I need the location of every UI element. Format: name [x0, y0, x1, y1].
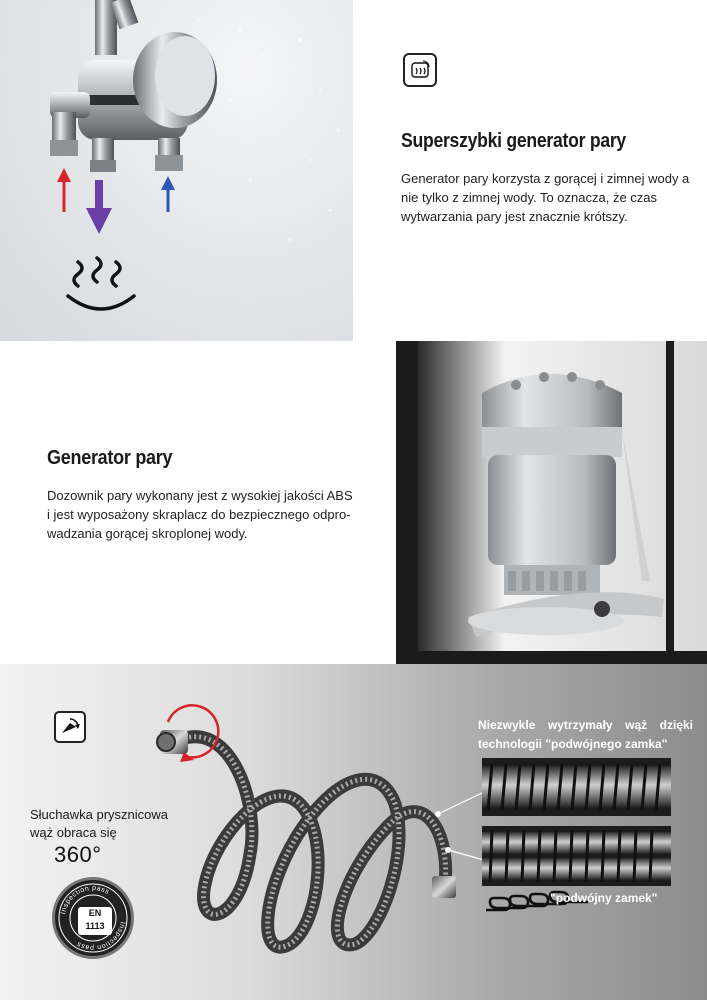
- double-lock-label: "podwójny zamek": [550, 891, 658, 905]
- badge-ring-text-2: Inspection pass: [75, 921, 126, 952]
- cold-water-arrow: [161, 176, 175, 212]
- steam-generator-title: Generator pary: [47, 447, 173, 469]
- badge-standard: [78, 907, 112, 935]
- hose-durability-title: Niezwykle wytrzymały wąż dzięki technologii "podwójnego zamka": [478, 718, 693, 751]
- steam-outlet-arrow: [86, 180, 112, 234]
- steam-icon: [403, 53, 437, 87]
- handset-rotation-label: Słuchawka prysznicowa wąż obraca się: [30, 807, 169, 840]
- badge-standard-line2: 1113: [85, 921, 105, 931]
- rotation-degree: 360°: [54, 842, 102, 867]
- section-fast-steam-generator: [0, 0, 707, 341]
- badge-ring-text: Inspection pass: [60, 884, 111, 915]
- section-shower-hose: [0, 664, 707, 1000]
- inspection-pass-badge: [52, 877, 134, 959]
- mixer-valve-photo: [0, 0, 353, 341]
- steam-symbol: [68, 258, 134, 309]
- hot-water-arrow: [57, 168, 71, 212]
- fast-steam-generator-description: Generator pary korzysta z gorącej i zimnej wody a nie tylko z zimnej wody. To oznacza, że czas wytwarzania pary jest znacznie krótszy.: [401, 171, 690, 224]
- steam-generator-description: Dozownik pary wykonany jest z wysokiej jakości ABS i jest wyposażony skraplacz do bezpiecznego odpro-wadzania gorącej skroplonej wody.: [47, 488, 353, 541]
- badge-standard-line1: EN: [88, 908, 102, 918]
- hose-rotate-icon: [54, 711, 86, 743]
- steam-dispenser-photo: [396, 341, 707, 664]
- section-steam-generator: [0, 341, 707, 664]
- fast-steam-generator-title: Superszybki generator pary: [401, 130, 626, 152]
